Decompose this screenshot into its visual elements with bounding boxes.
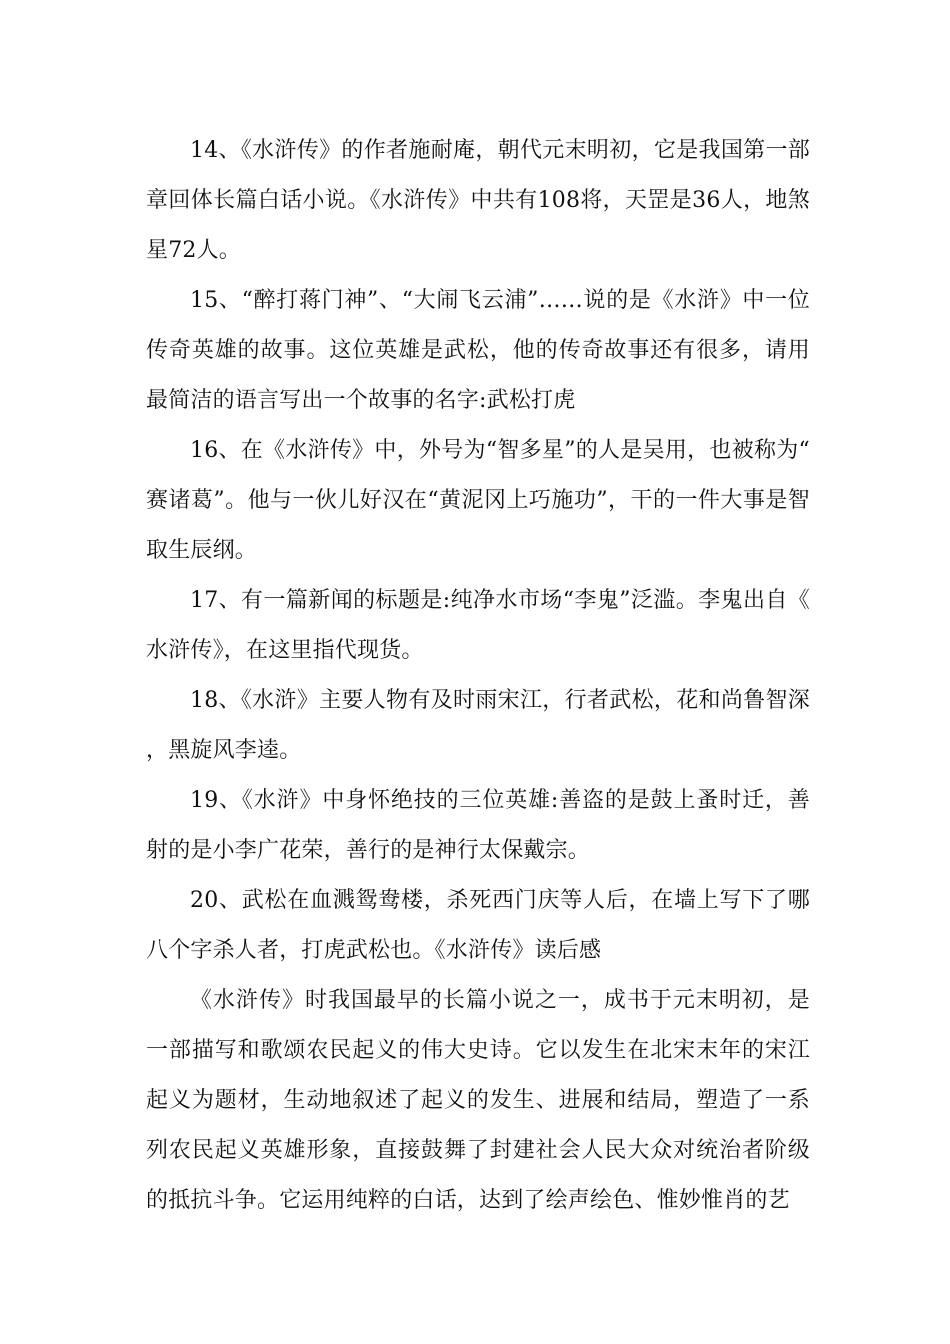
paragraph-18: 18、《水浒》主要人物有及时雨宋江，行者武松，花和尚鲁智深，黑旋风李逵。 — [146, 688, 810, 763]
paragraph-14: 14、《水浒传》的作者施耐庵，朝代元末明初，它是我国第一部章回体长篇白话小说。《水浒传》中共有108将，天罡是36人，地煞星72人。 — [146, 138, 810, 263]
paragraph-20: 20、武松在血溅鸳鸯楼，杀死西门庆等人后，在墙上写下了哪八个字杀人者，打虎武松也。《水浒传》读后感 — [146, 888, 810, 963]
paragraph-review: 《水浒传》时我国最早的长篇小说之一，成书于元末明初，是一部描写和歌颂农民起义的伟大史诗。它以发生在北宋末年的宋江起义为题材，生动地叙述了起义的发生、进展和结局，塑造了一系列农民起义英雄形象，直接鼓舞了封建社会人民大众对统治者阶级的抵抗斗争。它运用纯粹的白话，达到了绘声绘色、惟妙惟肖的艺 — [146, 988, 810, 1213]
paragraph-19: 19、《水浒》中身怀绝技的三位英雄:善盗的是鼓上蚤时迁，善射的是小李广花荣，善行的是神行太保戴宗。 — [146, 788, 810, 863]
document-body — [146, 126, 810, 1226]
paragraph-17: 17、有一篇新闻的标题是:纯净水市场“李鬼”泛滥。李鬼出自《水浒传》，在这里指代现货。 — [146, 588, 810, 663]
paragraph-15: 15、“醉打蒋门神”、“大闹飞云浦”……说的是《水浒》中一位传奇英雄的故事。这位英雄是武松，他的传奇故事还有很多，请用最简洁的语言写出一个故事的名字:武松打虎 — [146, 288, 810, 413]
paragraph-16: 16、在《水浒传》中，外号为“智多星”的人是吴用，也被称为“赛诸葛”。他与一伙儿好汉在“黄泥冈上巧施功”，干的一件大事是智取生辰纲。 — [146, 438, 810, 563]
